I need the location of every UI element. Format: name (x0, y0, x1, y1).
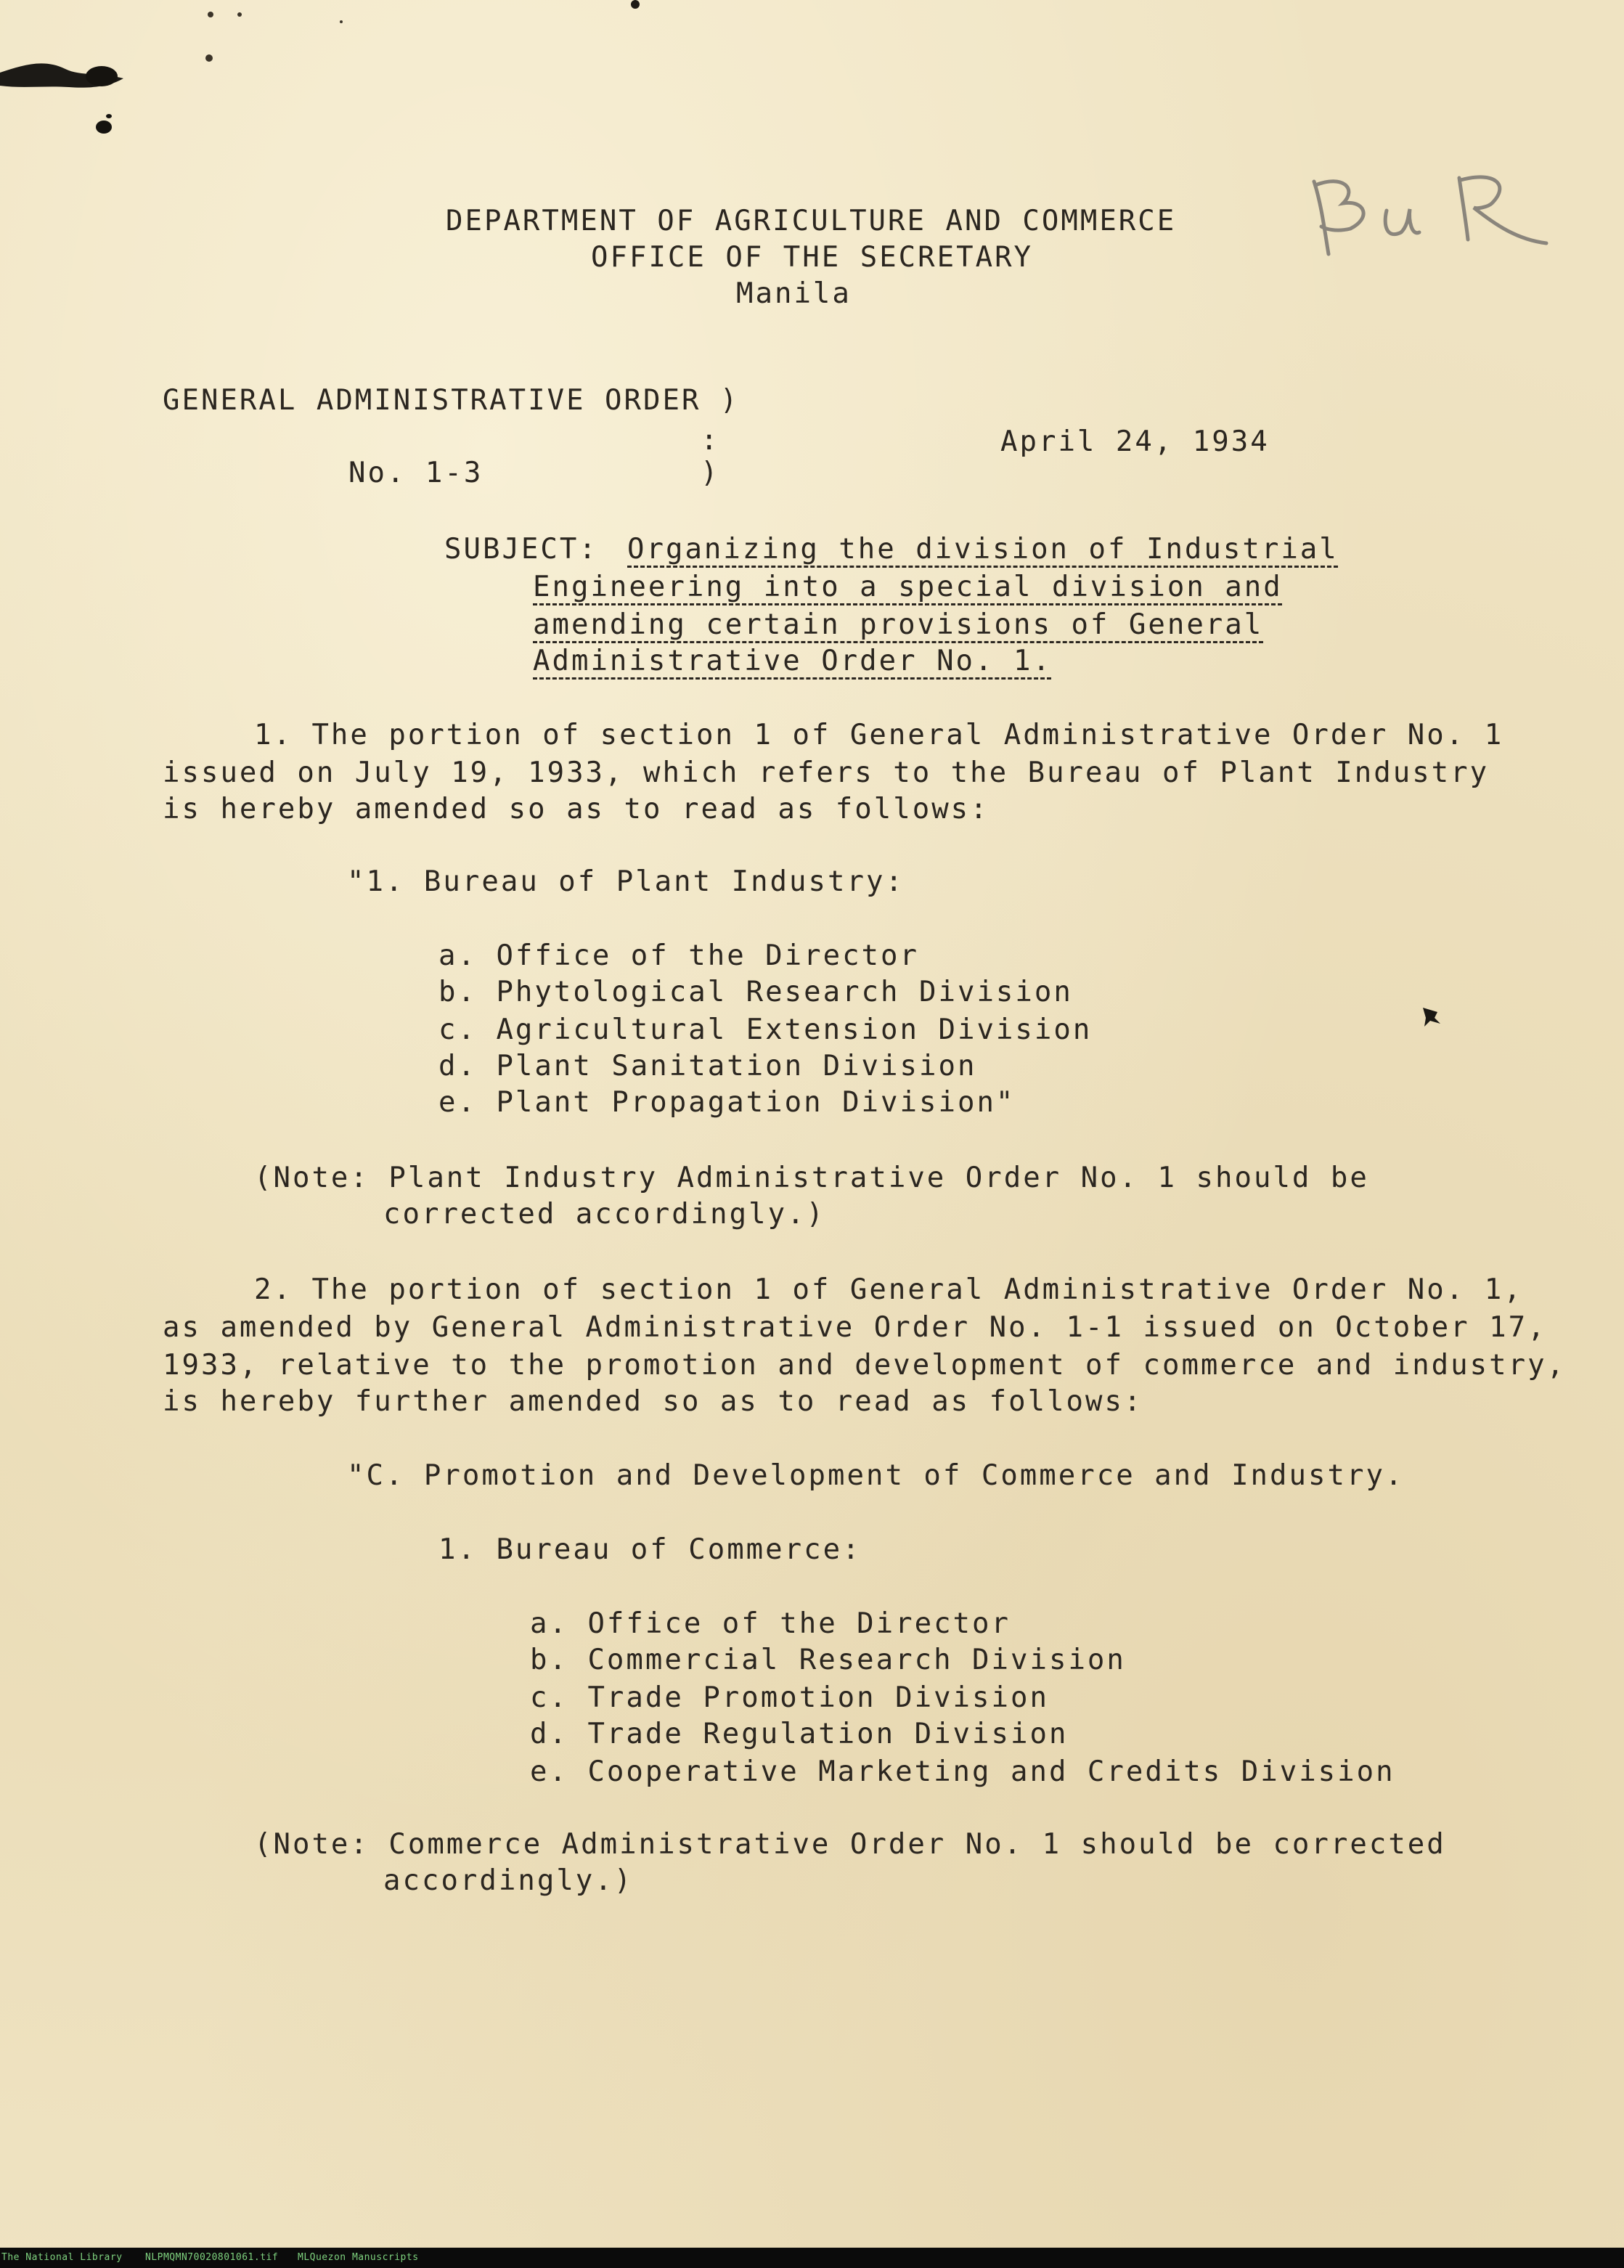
footer-library: The National Library (1, 2252, 123, 2263)
subject-line-4: Administrative Order No. 1. (533, 645, 1052, 677)
plant-item-d: d. Plant Sanitation Division (438, 1050, 977, 1082)
commerce-item-e: e. Cooperative Marketing and Credits Division (530, 1755, 1395, 1788)
para1-line-1: 1. The portion of section 1 of General Administrative Order No. 1 (254, 719, 1504, 751)
subject-line-2: Engineering into a special division and (533, 571, 1283, 603)
order-separator: : (701, 424, 720, 457)
ink-spot-decoration (1416, 1002, 1445, 1031)
subject-line-1: Organizing the division of Industrial (627, 533, 1339, 566)
order-number: No. 1-3 (348, 457, 483, 489)
commerce-item-c: c. Trade Promotion Division (530, 1681, 1049, 1714)
commerce-item-a: a. Office of the Director (530, 1607, 1011, 1640)
subject-line-3: amending certain provisions of General (533, 608, 1264, 641)
commerce-item-d: d. Trade Regulation Division (530, 1718, 1069, 1750)
speckle-decoration (624, 0, 646, 15)
plant-note-line-2: corrected accordingly.) (383, 1198, 826, 1231)
para1-line-3: is hereby amended so as to read as follows: (163, 793, 990, 825)
city-heading: Manila (736, 277, 852, 310)
plant-note-line-1: (Note: Plant Industry Administrative Order No. 1 should be (254, 1162, 1369, 1194)
footer-collection: MLQuezon Manuscripts (298, 2252, 419, 2263)
commerce-section-heading: "C. Promotion and Development of Commerce and Industry. (347, 1459, 1405, 1492)
para2-line-2: as amended by General Administrative Order No. 1-1 issued on October 17, (163, 1311, 1547, 1344)
commerce-bureau-heading: 1. Bureau of Commerce: (438, 1533, 862, 1566)
subject-label: SUBJECT: (444, 533, 598, 566)
archive-footer-bar (0, 2248, 1624, 2268)
order-date: April 24, 1934 (1000, 425, 1270, 458)
plant-item-c: c. Agricultural Extension Division (438, 1013, 1093, 1046)
speckle-decoration (196, 0, 370, 87)
handwritten-pencil-mark (1299, 160, 1575, 269)
para2-line-4: is hereby further amended so as to read as follows: (163, 1385, 1143, 1418)
commerce-note-line-1: (Note: Commerce Administrative Order No. 1 should be corrected (254, 1828, 1446, 1861)
commerce-note-line-2: accordingly.) (383, 1864, 634, 1897)
plant-industry-heading: "1. Bureau of Plant Industry: (347, 865, 905, 898)
para1-line-2: issued on July 19, 1933, which refers to the Bureau of Plant Industry (163, 756, 1490, 789)
plant-item-a: a. Office of the Director (438, 939, 919, 972)
order-paren: ) (701, 457, 720, 489)
order-title: GENERAL ADMINISTRATIVE ORDER ) (163, 384, 740, 417)
para2-line-3: 1933, relative to the promotion and development of commerce and industry, (163, 1349, 1567, 1382)
office-heading: OFFICE OF THE SECRETARY (591, 241, 1034, 274)
footer-file: NLPMQMN70020801061.tif (145, 2252, 279, 2263)
para2-line-1: 2. The portion of section 1 of General Administrative Order No. 1, (254, 1273, 1523, 1306)
department-heading: DEPARTMENT OF AGRICULTURE AND COMMERCE (446, 205, 1177, 237)
ink-blot-decoration (0, 44, 138, 145)
commerce-item-b: b. Commercial Research Division (530, 1644, 1126, 1676)
plant-item-b: b. Phytological Research Division (438, 976, 1073, 1008)
plant-item-e: e. Plant Propagation Division" (438, 1086, 1016, 1119)
